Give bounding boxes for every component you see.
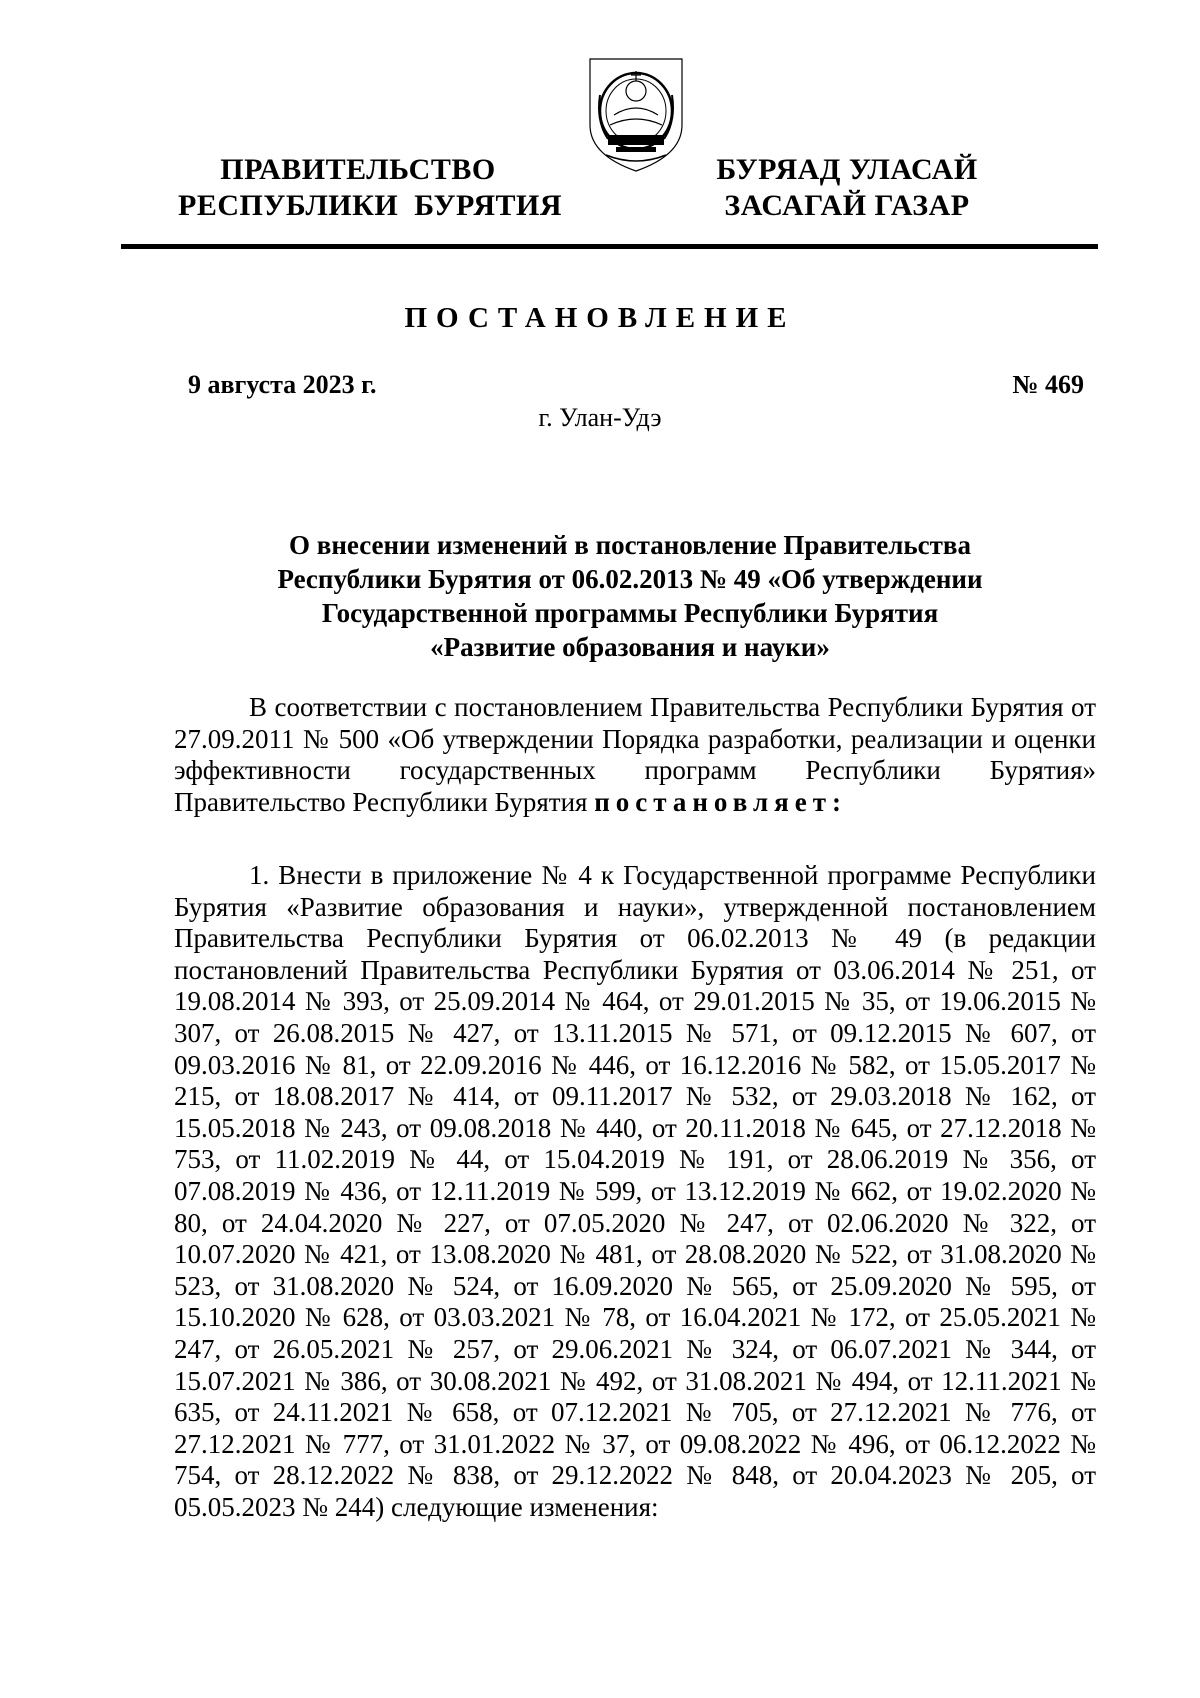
document-date: 9 августа 2023 г. bbox=[188, 370, 377, 399]
org-name-russian-line1: ПРАВИТЕЛЬСТВО bbox=[220, 153, 496, 186]
document-city: г. Улан-Удэ bbox=[538, 403, 662, 432]
preamble-text: В соответствии с постановлением Правительства Республики Бурятия от 27.09.2011 № 500 «Об утверждении Порядка разработки, реализации и оценки эффективности государственных программ Республики Бурятия» Правительство Республики Бурятия bbox=[174, 692, 1096, 817]
header-divider bbox=[121, 244, 1098, 249]
document-title bbox=[160, 528, 1100, 664]
org-name-russian-line2: РЕСПУБЛИКИ БУРЯТИЯ bbox=[178, 189, 563, 222]
document-number: № 469 bbox=[1012, 370, 1084, 399]
title-line: «Развитие образования и науки» bbox=[430, 632, 830, 662]
title-line: О внесении изменений в постановление Правительства bbox=[289, 530, 971, 560]
org-name-russian bbox=[178, 152, 563, 224]
org-name-buryat bbox=[672, 152, 1022, 224]
document-type: ПОСТАНОВЛЕНИЕ bbox=[404, 302, 796, 334]
org-name-buryat-line1: БУРЯАД УЛАСАЙ bbox=[716, 153, 978, 186]
decree-word: постановляет: bbox=[594, 786, 847, 817]
coat-of-arms-icon bbox=[586, 55, 686, 175]
preamble-paragraph bbox=[174, 692, 1096, 818]
org-name-buryat-line2: ЗАСАГАЙ ГАЗАР bbox=[724, 189, 970, 222]
title-line: Государственной программы Республики Бурятия bbox=[321, 598, 939, 628]
item-1-paragraph: 1. Внести в приложение № 4 к Государственной программе Республики Бурятия «Развитие образования и науки», утвержденной постановлением Правительства Республики Бурятия от 06.02.2013 № 49 (в редакции постановлений Правительства Республики Бурятия от 03.06.2014 № 251, от 19.08.2014 № 393, от 25.09.2014 № 464, от 29.01.2015 № 35, от 19.06.2015 № 307, от 26.08.2015 № 427, от 13.11.2015 № 571, от 09.12.2015 № 607, от 09.03.2016 № 81, от 22.09.2016 № 446, от 16.12.2016 № 582, от 15.05.2017 № 215, от 18.08.2017 № 414, от 09.11.2017 № 532, от 29.03.2018 № 162, от 15.05.2018 № 243, от 09.08.2018 № 440, от 20.11.2018 № 645, от 27.12.2018 № 753, от 11.02.2019 № 44, от 15.04.2019 № 191, от 28.06.2019 № 356, от 07.08.2019 № 436, от 12.11.2019 № 599, от 13.12.2019 № 662, от 19.02.2020 № 80, от 24.04.2020 № 227, от 07.05.2020 № 247, от 02.06.2020 № 322, от 10.07.2020 № 421, от 13.08.2020 № 481, от 28.08.2020 № 522, от 31.08.2020 № 523, от 31.08.2020 № 524, от 16.09.2020 № 565, от 25.09.2020 № 595, от 15.10.2020 № 628, от 03.03.2021 № 78, от 16.04.2021 № 172, от 25.05.2021 № 247, от 26.05.2021 № 257, от 29.06.2021 № 324, от 06.07.2021 № 344, от 15.07.2021 № 386, от 30.08.2021 № 492, от 31.08.2021 № 494, от 12.11.2021 № 635, от 24.11.2021 № 658, от 07.12.2021 № 705, от 27.12.2021 № 776, от 27.12.2021 № 777, от 31.01.2022 № 37, от 09.08.2022 № 496, от 06.12.2022 № 754, от 28.12.2022 № 838, от 29.12.2022 № 848, от 20.04.2023 № 205, от 05.05.2023 № 244) следующие изменения: bbox=[174, 860, 1096, 1522]
title-line: Республики Бурятия от 06.02.2013 № 49 «Об утверждении bbox=[277, 564, 983, 594]
